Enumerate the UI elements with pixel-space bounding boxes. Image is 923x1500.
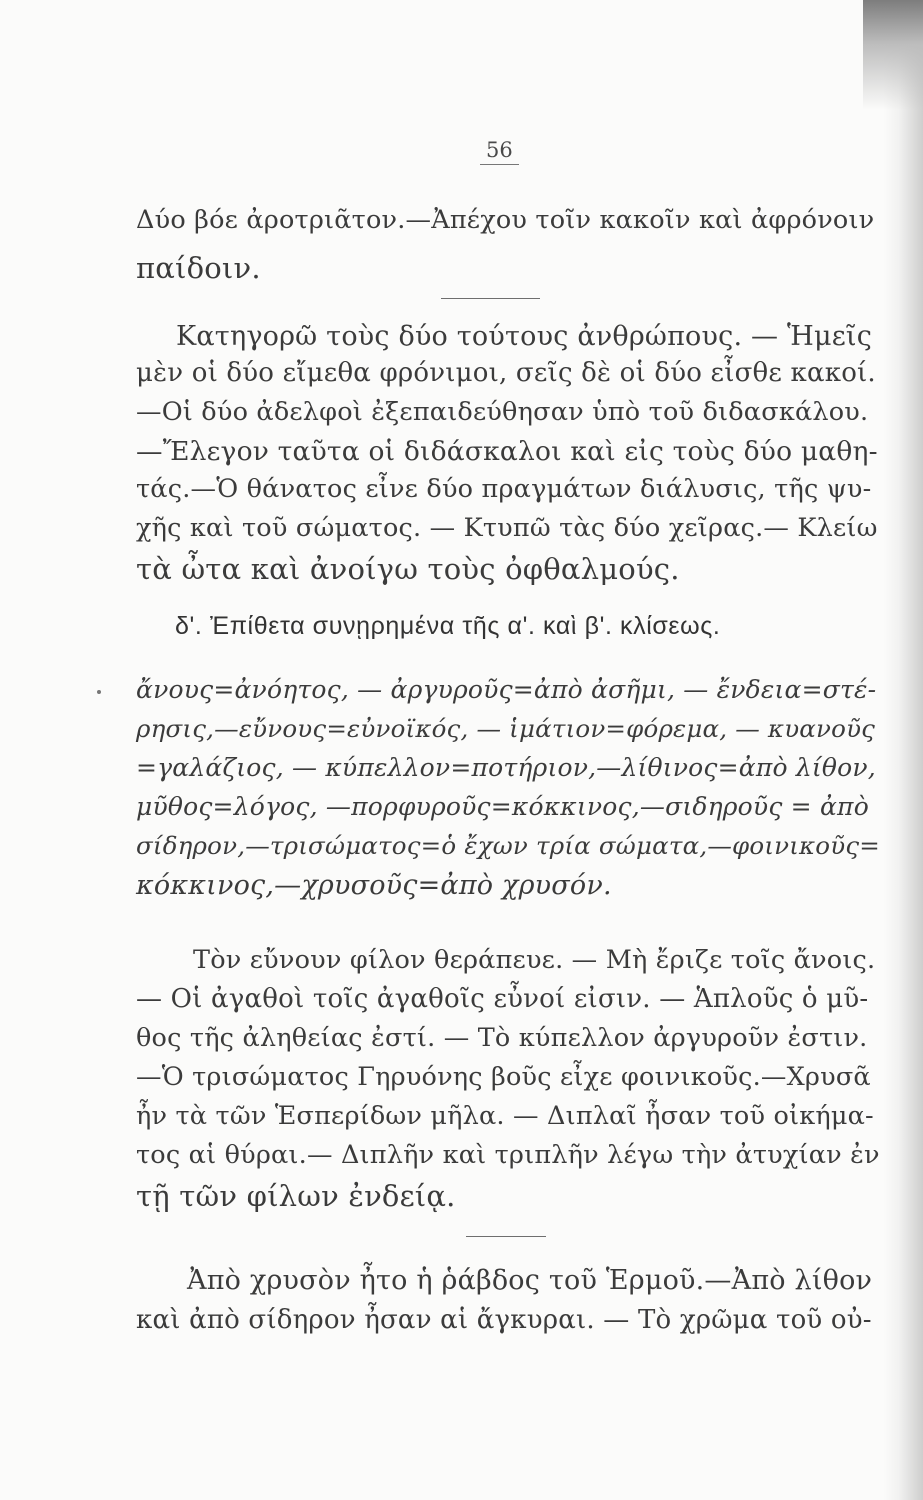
text-line: ἦν τὰ τῶν Ἑσπερίδων μῆλα. — Διπλαῖ ἦσαν τοῦ οἰκήμα- <box>136 1101 874 1131</box>
separator-rule <box>466 1236 546 1237</box>
text-line: τὰ ὦτα καὶ ἀνοίγω τοὺς ὀφθαλμούς. <box>136 552 680 586</box>
text-line: Ἀπὸ χρυσὸν ἦτο ἡ ῥάβδος τοῦ Ἑρμοῦ.—Ἀπὸ λίθον <box>187 1265 873 1296</box>
text-line: χῆς καὶ τοῦ σώματος. — Κτυπῶ τὰς δύο χεῖρας.— Κλείω <box>136 513 878 543</box>
glossary-line: κόκκινος,—χρυσοῦς=ἀπὸ χρυσόν. <box>136 870 612 901</box>
section-heading: δ'. Ἐπίθετα συνῃρημένα τῆς α'. καὶ β'. κλίσεως. <box>175 612 721 640</box>
text-line: παίδοιν. <box>136 251 261 285</box>
separator-rule <box>441 298 540 299</box>
glossary-line: ρησις,—εὔνους=εὐνοϊκός, — ἱμάτιον=φόρεμα, — κυανοῦς <box>136 714 876 743</box>
glossary-line: μῦθος=λόγος, —πορφυροῦς=κόκκινος,—σιδηροῦς = ἀπὸ <box>136 792 869 821</box>
glossary-line: σίδηρον,—τρισώματος=ὁ ἔχων τρία σώματα,—φοινικοῦς= <box>136 831 880 860</box>
page-edge-shadow <box>883 0 923 1500</box>
margin-mark <box>97 690 101 694</box>
text-line: καὶ ἀπὸ σίδηρον ἦσαν αἱ ἄγκυραι. — Τὸ χρῶμα τοῦ οὐ- <box>136 1305 872 1335</box>
text-line: τος αἱ θύραι.— Διπλῆν καὶ τριπλῆν λέγω τὴν ἀτυχίαν ἐν <box>136 1140 880 1170</box>
text-line: Δύο βόε ἀροτριᾶτον.—Ἀπέχου τοῖν κακοῖν καὶ ἀφρόνοιν <box>136 205 875 235</box>
text-line: —Οἱ δύο ἀδελφοὶ ἐξεπαιδεύθησαν ὑπὸ τοῦ διδασκάλου. <box>136 397 869 427</box>
text-line: μὲν οἱ δύο εἴμεθα φρόνιμοι, σεῖς δὲ οἱ δύο εἶσθε κακοί. <box>136 358 876 388</box>
text-line: θος τῆς ἀληθείας ἐστί. — Τὸ κύπελλον ἀργυροῦν ἐστιν. <box>136 1023 868 1053</box>
text-line: —Ἔλεγον ταῦτα οἱ διδάσκαλοι καὶ εἰς τοὺς δύο μαθη- <box>136 436 878 467</box>
page-corner-shading <box>863 0 923 110</box>
page-number: 56 <box>480 138 519 165</box>
glossary-line: =γαλάζιος, — κύπελλον=ποτήριον,—λίθινος=ἀπὸ λίθον, <box>136 753 876 782</box>
text-line: Κατηγορῶ τοὺς δύο τούτους ἀνθρώπους. — Ἡμεῖς <box>176 321 873 352</box>
glossary-line: ἄνους=ἀνόητος, — ἀργυροῦς=ἀπὸ ἀσῆμι, — ἔνδεια=στέ- <box>136 675 877 704</box>
text-line: τάς.—Ὁ θάνατος εἶνε δύο πραγμάτων διάλυσις, τῆς ψυ- <box>136 474 872 504</box>
text-line: — Οἱ ἀγαθοὶ τοῖς ἀγαθοῖς εὖνοί εἰσιν. — Ἁπλοῦς ὁ μῦ- <box>136 984 869 1014</box>
text-line: τῇ τῶν φίλων ἐνδείᾳ. <box>136 1179 456 1213</box>
text-line: —Ὁ τρισώματος Γηρυόνης βοῦς εἶχε φοινικοῦς.—Χρυσᾶ <box>136 1062 871 1092</box>
text-line: Τὸν εὔνουν φίλον θεράπευε. — Μὴ ἔριζε τοῖς ἄνοις. <box>193 945 876 975</box>
